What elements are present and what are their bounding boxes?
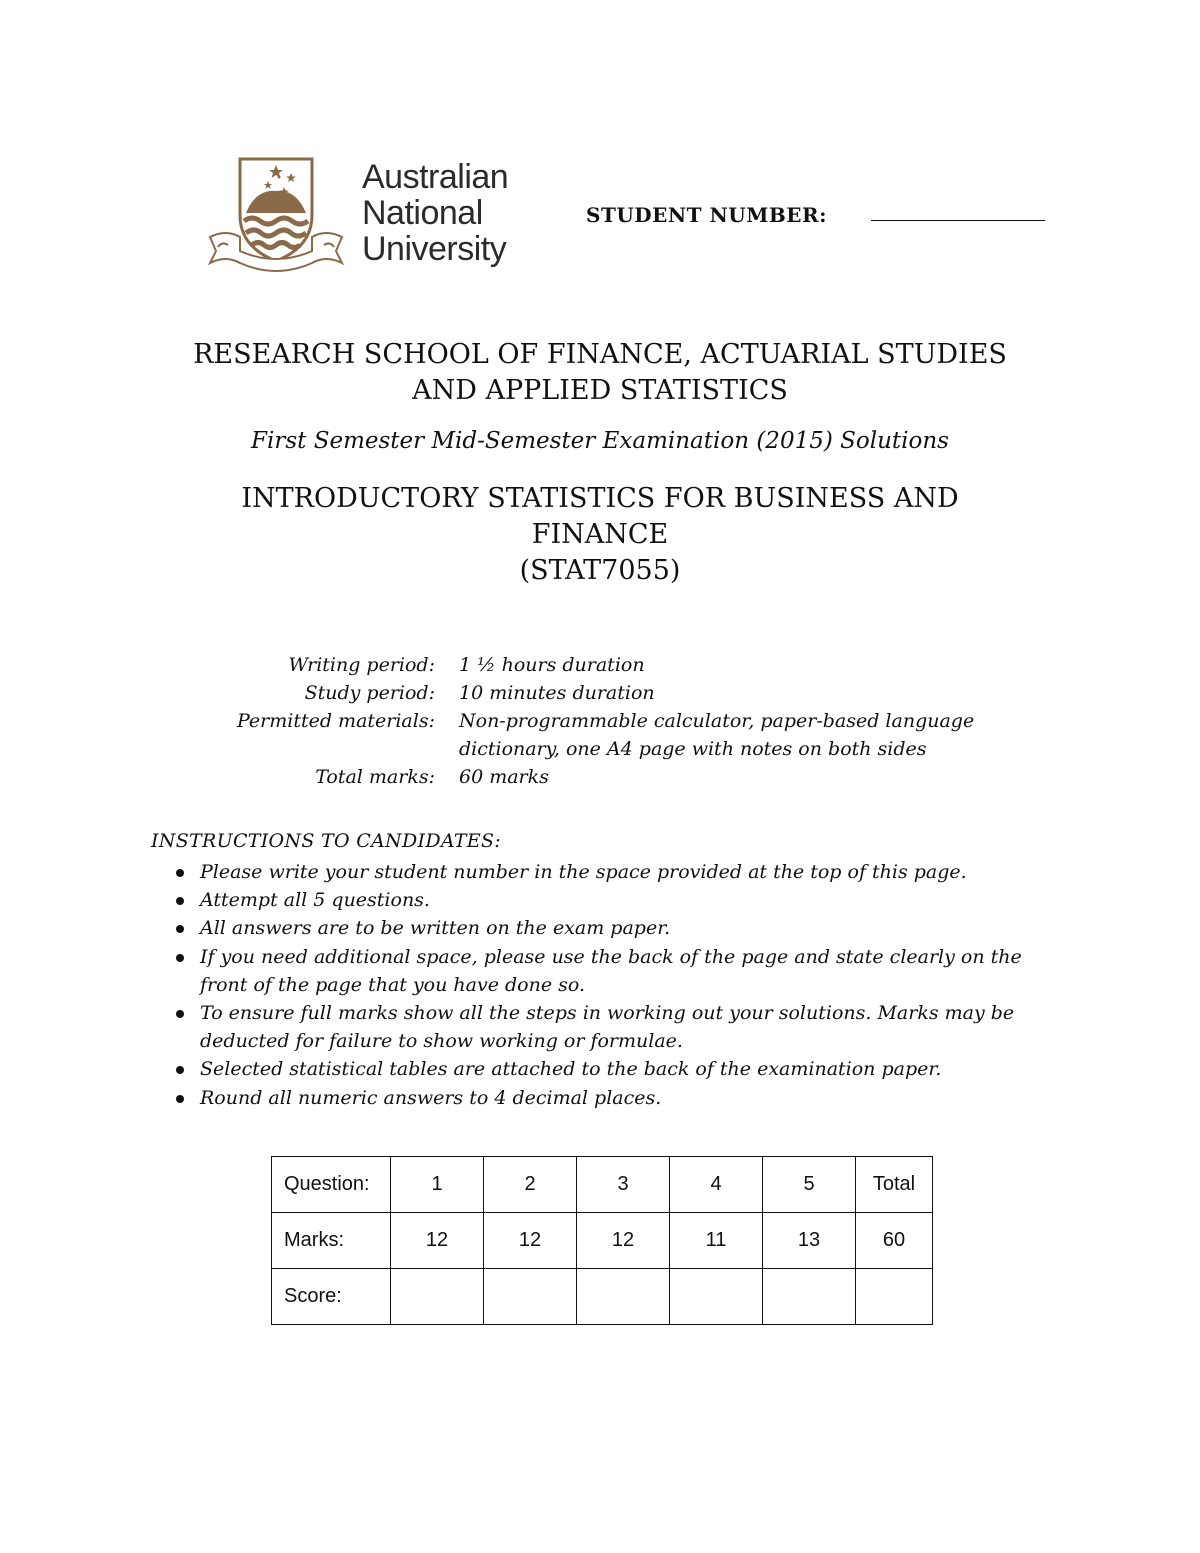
total-header: Total <box>856 1157 933 1213</box>
school-name-line-2: AND APPLIED STATISTICS <box>412 375 788 406</box>
score-cell[interactable] <box>670 1269 763 1325</box>
logo-text-line-3: University <box>362 230 507 268</box>
question-row-label: Question: <box>272 1157 391 1213</box>
total-marks-value: 60 marks <box>459 766 549 788</box>
course-title <box>0 481 1200 589</box>
score-row-label: Score: <box>272 1269 391 1325</box>
student-number-blank[interactable] <box>871 220 1045 221</box>
total-marks-cell: 60 <box>856 1213 933 1269</box>
instruction-item: All answers are to be written on the exam paper. <box>174 914 1064 942</box>
question-number: 1 <box>391 1157 484 1213</box>
question-number: 4 <box>670 1157 763 1213</box>
instruction-item: Please write your student number in the space provided at the top of this page. <box>174 858 1064 886</box>
permitted-materials-value-cont: dictionary, one A4 page with notes on both sides <box>459 738 927 760</box>
instruction-item: Selected statistical tables are attached to the back of the examination paper. <box>174 1055 1064 1083</box>
question-number: 5 <box>763 1157 856 1213</box>
question-row <box>272 1157 933 1213</box>
writing-period-value: 1 ½ hours duration <box>459 654 645 676</box>
instruction-item: Attempt all 5 questions. <box>174 886 1064 914</box>
permitted-materials-value: Non-programmable calculator, paper-based language <box>459 710 975 732</box>
score-cell[interactable] <box>391 1269 484 1325</box>
student-number-label: STUDENT NUMBER: <box>586 203 827 227</box>
school-name <box>0 337 1200 409</box>
score-cell[interactable] <box>484 1269 577 1325</box>
score-cell[interactable] <box>763 1269 856 1325</box>
instruction-item: Round all numeric answers to 4 decimal places. <box>174 1084 1064 1112</box>
total-marks-label: Total marks: <box>315 766 435 788</box>
instructions-list <box>174 858 1064 1112</box>
total-score-cell[interactable] <box>856 1269 933 1325</box>
marks-row <box>272 1213 933 1269</box>
marks-row-label: Marks: <box>272 1213 391 1269</box>
logo-text-line-1: Australian <box>362 158 509 196</box>
question-marks: 12 <box>577 1213 670 1269</box>
school-name-line-1: RESEARCH SCHOOL OF FINANCE, ACTUARIAL STUDIES <box>193 339 1007 370</box>
question-marks: 12 <box>484 1213 577 1269</box>
university-crest-icon <box>206 155 346 273</box>
question-number: 2 <box>484 1157 577 1213</box>
university-logo <box>206 155 536 273</box>
study-period-label: Study period: <box>304 682 435 704</box>
course-code: (STAT7055) <box>519 555 681 586</box>
course-title-line-1: INTRODUCTORY STATISTICS FOR BUSINESS AND <box>241 483 959 514</box>
course-title-line-2: FINANCE <box>531 519 669 550</box>
study-period-value: 10 minutes duration <box>459 682 655 704</box>
marks-table <box>271 1156 933 1325</box>
writing-period-label: Writing period: <box>288 654 435 676</box>
instructions-heading: INSTRUCTIONS TO CANDIDATES: <box>151 830 501 852</box>
permitted-materials-label: Permitted materials: <box>236 710 435 732</box>
exam-title: First Semester Mid-Semester Examination (2015) Solutions <box>251 428 949 454</box>
instruction-item: If you need additional space, please use the back of the page and state clearly on the front of the page that you have done so. <box>174 943 1064 999</box>
score-cell[interactable] <box>577 1269 670 1325</box>
logo-text-line-2: National <box>362 194 483 232</box>
instruction-item: To ensure full marks show all the steps in working out your solutions. Marks may be deducted for failure to show working or formulae. <box>174 999 1064 1055</box>
question-marks: 12 <box>391 1213 484 1269</box>
score-row <box>272 1269 933 1325</box>
question-marks: 13 <box>763 1213 856 1269</box>
question-marks: 11 <box>670 1213 763 1269</box>
question-number: 3 <box>577 1157 670 1213</box>
